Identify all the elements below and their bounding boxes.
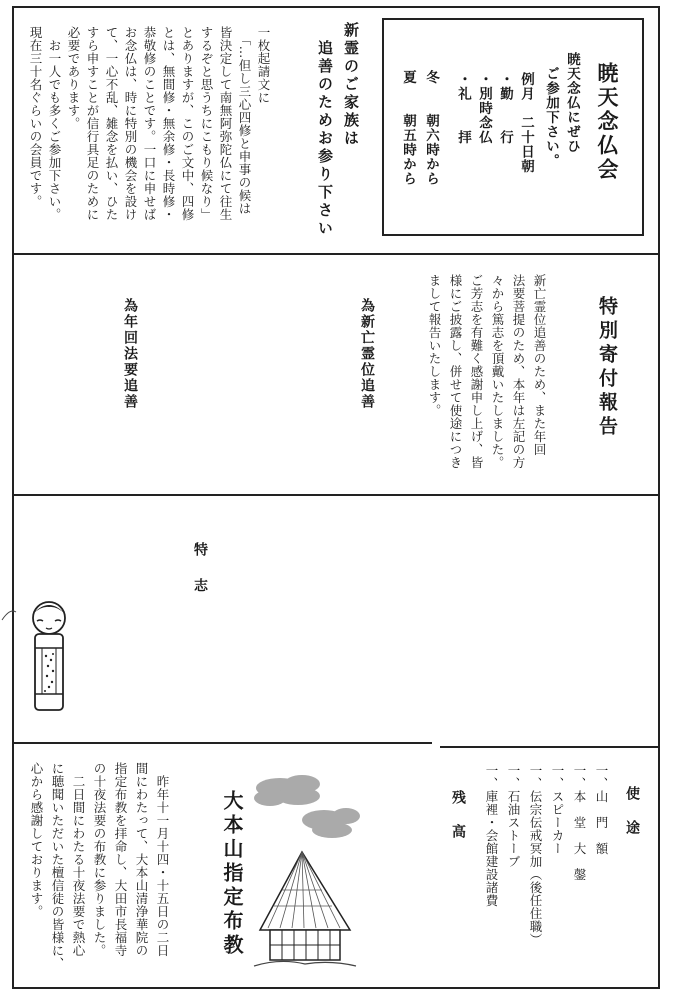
shinrei-body: 一枚起請文に 「…但し三心四修と申事の候は 皆決定して南無阿弥陀仏にて往生 するぞと思うちにこもり候なり」 とありますが、このご文中、四修 とは、無間修・無余修・長時修・ 恭敬修のことです。一口に申せば お念仏は、時に特別の機会を設け て、一心不乱、雑念を払い、ひた すら申すことが信行具足のために 必要であります。 お一人でも多くご参加下さい。 現在三十名ぐらいの会員です。: [28, 26, 271, 221]
divider-3b: [440, 746, 660, 748]
shito-item: 一、スピーカー: [550, 764, 565, 855]
shitei-title: 大本山指定布教: [220, 790, 244, 958]
divider-2: [12, 494, 660, 496]
top-border: [12, 6, 660, 8]
label-nenkai: 為年回法要追善: [122, 298, 138, 410]
shito-title: 使 途: [624, 786, 640, 837]
divider-3: [12, 742, 432, 744]
kokeshi-doll-illustration: [0, 590, 80, 730]
tokubetsu-title: 特別寄付報告: [596, 296, 618, 440]
label-toku: 特: [192, 542, 208, 559]
shito-item: 一、石油ストーブ: [506, 764, 521, 868]
akatsuki-invite: 暁天念仏にぜひ ご参加下さい。: [543, 52, 580, 168]
akatsuki-winter: 冬 朝六時から: [423, 70, 439, 186]
label-shinbo: 為新亡霊位追善: [359, 298, 375, 410]
thatched-temple-illustration: [250, 770, 360, 970]
zandaka-label: 残 高: [450, 790, 466, 841]
bottom-border: [12, 987, 660, 989]
shito-item: 一、伝宗伝戒冥加（後任住職）: [528, 764, 543, 946]
shito-item: 一、本 堂 大 鏧: [572, 764, 587, 881]
tokubetsu-body: 新亡霊位追善のため、また年回 法要菩提のため、本年は左記の方 々から篤志を頂戴いたしました。 ご芳志を有難く感謝申し上げ、皆 様にご披露し、併せて使途につき まして報告いたします。: [427, 274, 547, 469]
shito-item: 一、庫裡・会館建設諸費: [484, 764, 499, 907]
akatsuki-summer: 夏 朝五時から: [400, 70, 416, 186]
akatsuki-schedule: 例月 二十日朝 ・勤 行 ・別時念仏 ・礼 拝: [455, 72, 534, 174]
shito-list: [480, 764, 610, 974]
shinrei-title: 新霊のご家族は 追善のためお参り下さい: [316, 22, 360, 238]
shitei-body: 昨年十一月十四・十五日の二日 間にわたって、大本山清浄華院の 指定布教を拝命し、大田市長福寺 の十夜法要の布教に参りました。 二日間にわたる十夜法要で熱心 に聴聞いただいた檀信徒の皆様に、 心から感謝しております。: [29, 762, 170, 970]
shito-item: 一、山 門 額: [594, 764, 609, 855]
left-border: [12, 6, 14, 988]
akatsuki-title: 暁天念仏会: [595, 62, 620, 182]
right-border: [658, 6, 660, 988]
divider-1: [12, 253, 660, 255]
label-shi: 志: [192, 578, 208, 595]
